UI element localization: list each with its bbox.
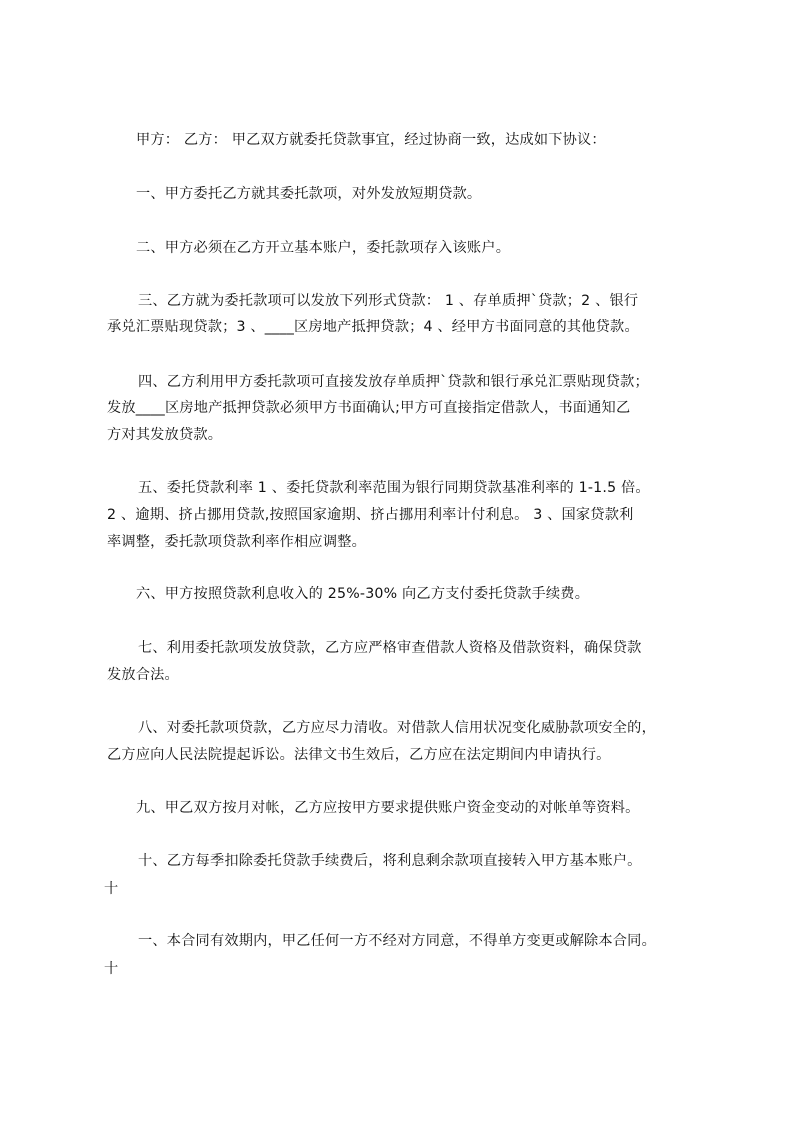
paragraph-2: 二、甲方必须在乙方开立基本账户，委托款项存入该账户。 [136,240,511,256]
paragraph-7-line-1: 七、利用委托款项发放贷款，乙方应严格审查借款人资格及借款资料，确保贷款 [138,640,642,656]
paragraph-10: 十、乙方每季扣除委托贷款手续费后，将利息剩余款项直接转入甲方基本账户。 [138,853,642,869]
paragraph-3-line-2: 承兑汇票贴现贷款；3 、____区房地产抵押贷款；4 、经甲方书面同意的其他贷款。 [107,319,639,335]
paragraph-4-line-3: 方对其发放贷款。 [107,427,223,443]
paragraph-5-line-3: 率调整，委托款项贷款利率作相应调整。 [107,534,366,550]
paragraph-8-line-2: 乙方应向人民法院提起诉讼。法律文书生效后，乙方应在法定期间内申请执行。 [107,747,611,763]
paragraph-6: 六、甲方按照贷款利息收入的 25%-30% 向乙方支付委托贷款手续费。 [136,586,590,602]
paragraph-11: 一、本合同有效期内，甲乙任何一方不经对方同意，不得单方变更或解除本合同。 [138,933,656,949]
paragraph-1: 一、甲方委托乙方就其委托款项，对外发放短期贷款。 [136,186,482,202]
paragraph-3-line-1: 三、乙方就为委托款项可以发放下列形式贷款： 1 、存单质押`贷款；2 、银行 [138,293,639,309]
paragraph-7-line-2: 发放合法。 [107,667,179,683]
paragraph-11-wrap: 十 [104,961,119,977]
paragraph-preamble: 甲方： 乙方： 甲乙双方就委托贷款事宜，经过协商一致，达成如下协议： [136,132,606,148]
paragraph-5-line-2: 2 、逾期、挤占挪用贷款,按照国家逾期、挤占挪用利率计付利息。 3 、国家贷款利 [107,507,634,523]
paragraph-10-wrap: 十 [104,881,119,897]
paragraph-9: 九、甲乙双方按月对帐，乙方应按甲方要求提供账户资金变动的对帐单等资料。 [136,800,640,816]
paragraph-5-line-1: 五、委托贷款利率 1 、委托贷款利率范围为银行同期贷款基准利率的 1-1.5 倍。 [138,480,650,496]
paragraph-8-line-1: 八、对委托款项贷款，乙方应尽力清收。对借款人信用状况变化威胁款项安全的， [138,720,656,736]
paragraph-4-line-1: 四、乙方利用甲方委托款项可直接发放存单质押`贷款和银行承兑汇票贴现贷款； [138,374,649,390]
paragraph-4-line-2: 发放____区房地产抵押贷款必须甲方书面确认;甲方可直接指定借款人，书面通知乙 [107,400,631,416]
